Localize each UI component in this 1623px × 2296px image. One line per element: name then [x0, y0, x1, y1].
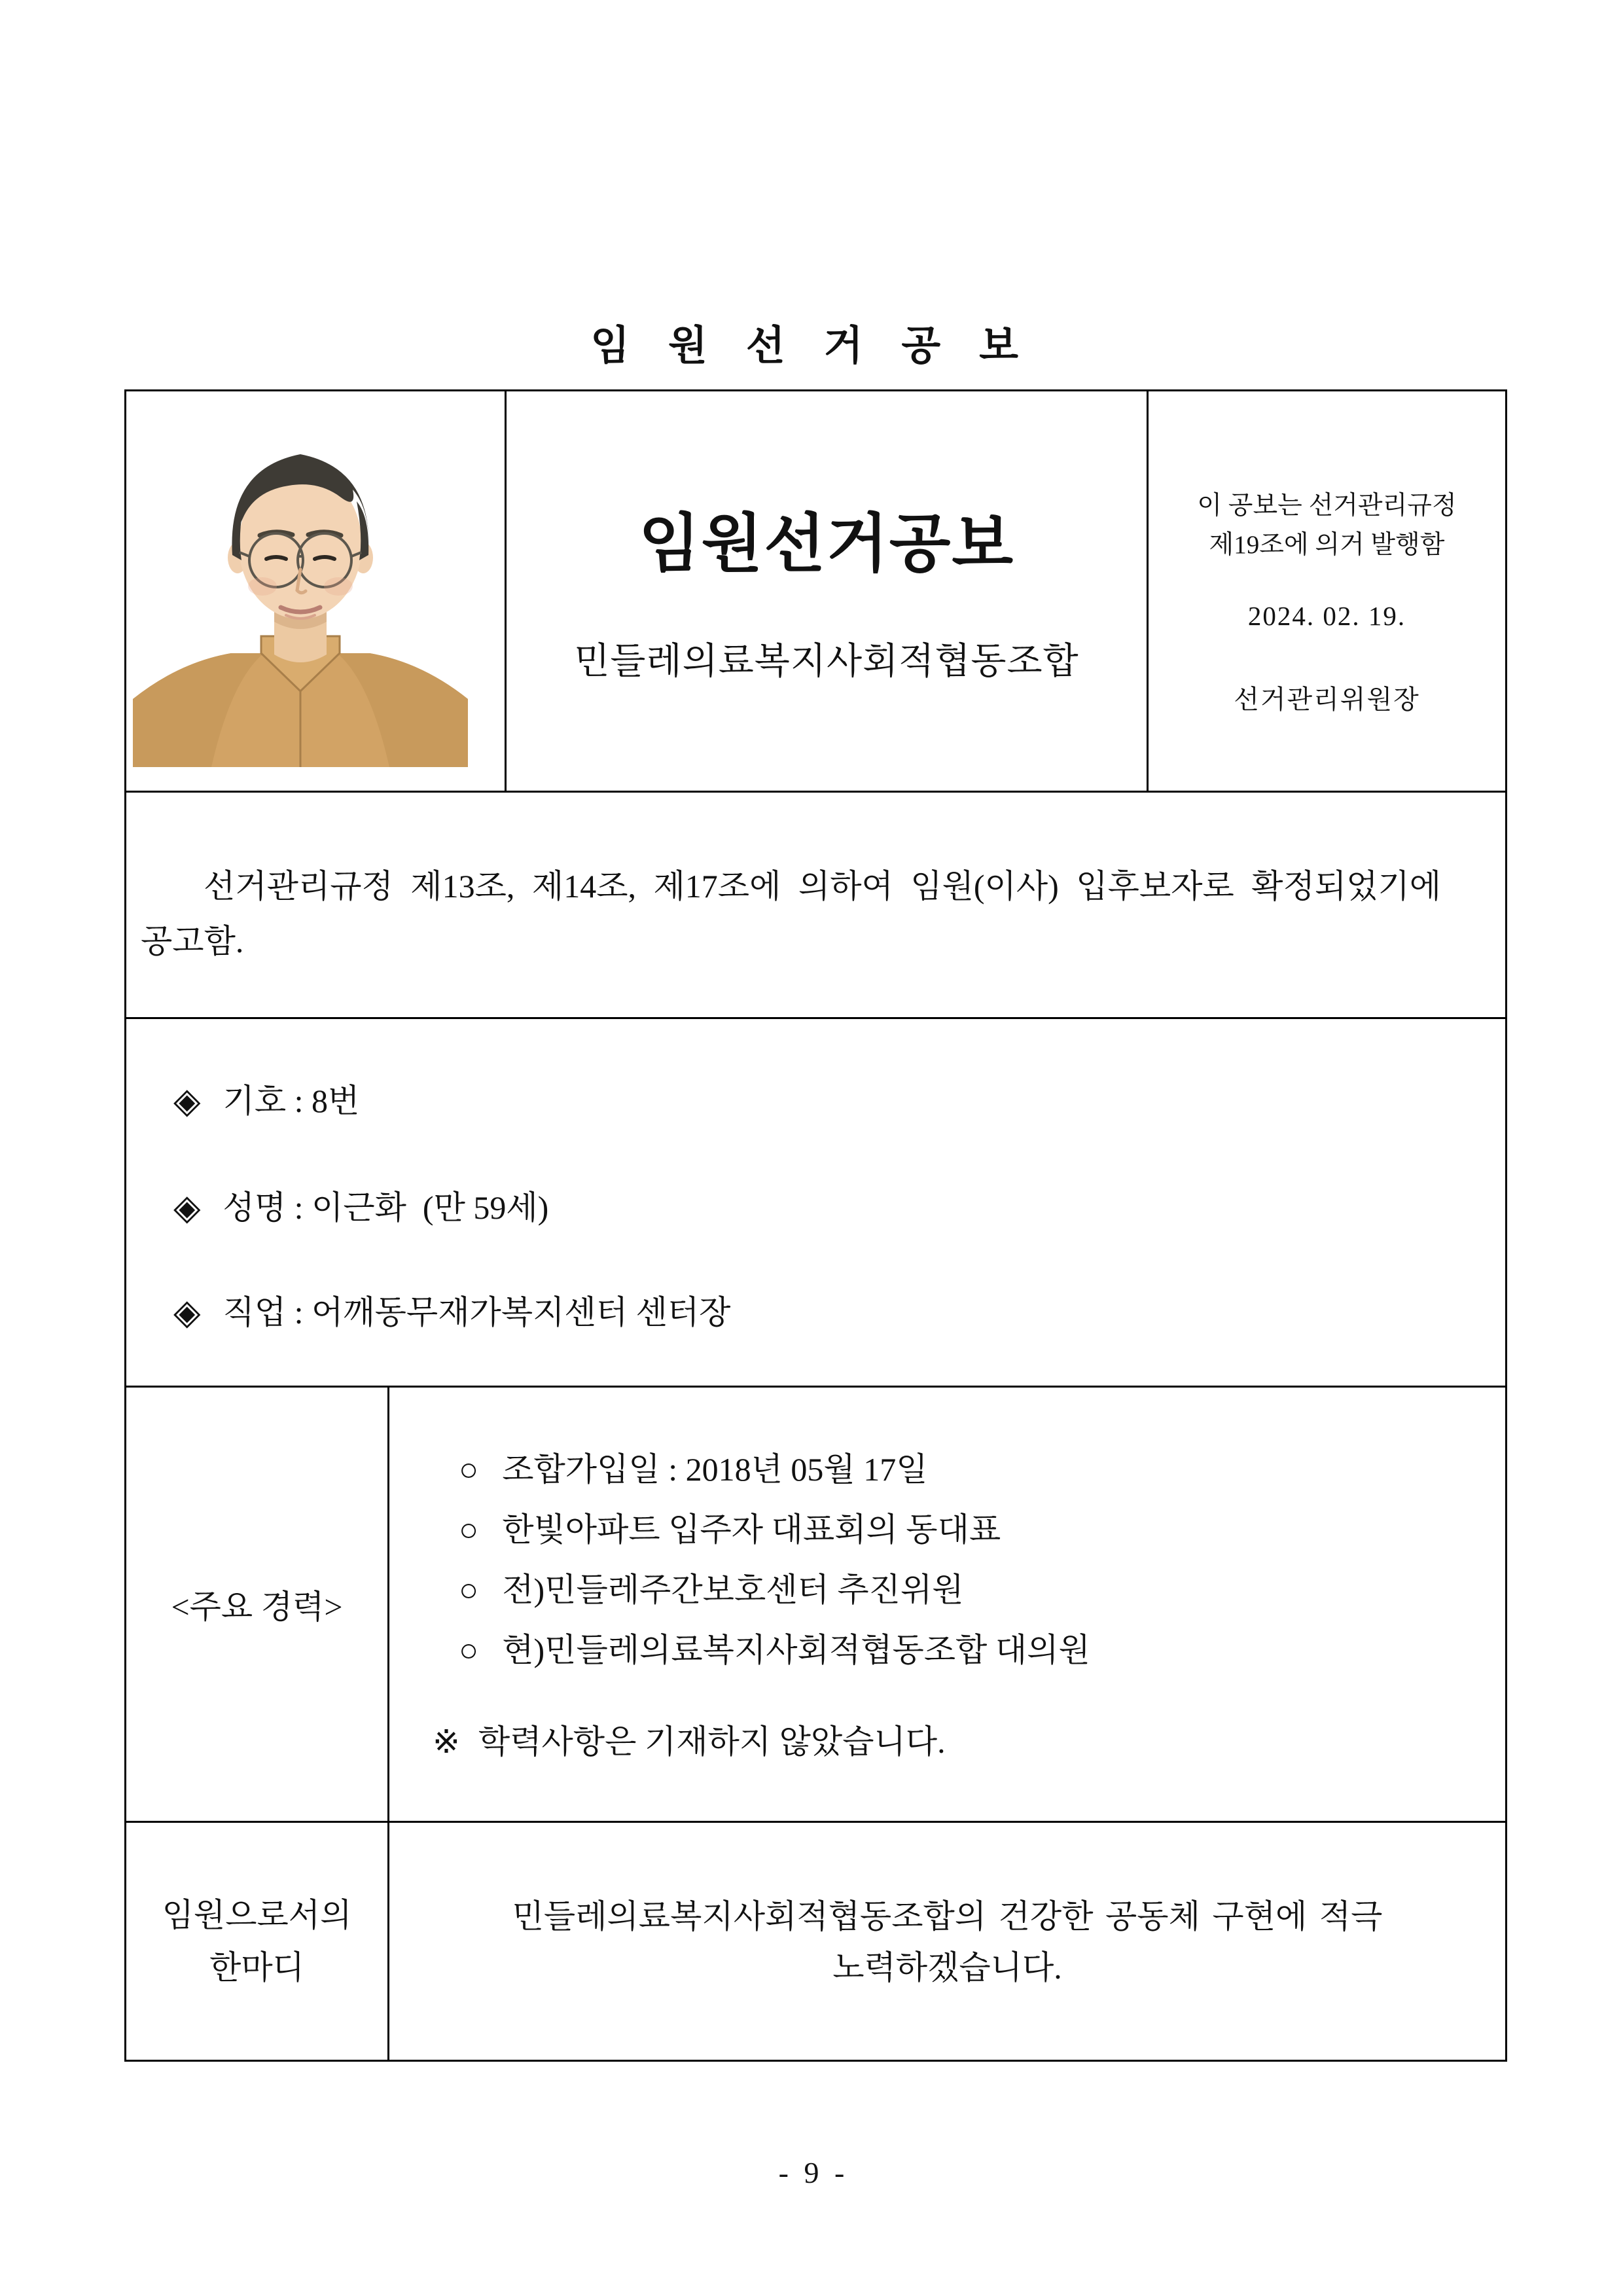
election-notice-table [124, 389, 1507, 2062]
message-label-line1: 임원으로서의 [162, 1897, 352, 1933]
career-row [126, 1388, 1505, 1823]
career-item [459, 1571, 964, 1609]
candidate-job-line [173, 1294, 730, 1331]
career-content-cell [389, 1388, 1505, 1821]
announcement-line1: 선거관리규정 제13조, 제14조, 제17조에 의하여 임원(이사) 입후보자로 확정되었기에 [204, 868, 1442, 905]
career-item [459, 1631, 1090, 1669]
career-item-text: 현)민들레의료복지사회적협동조합 대의원 [502, 1632, 1090, 1668]
circle-bullet-icon: ○ [459, 1571, 479, 1608]
career-item [459, 1450, 928, 1488]
career-section-label: <주요 경력> [171, 1588, 343, 1625]
message-content-cell [389, 1823, 1505, 2060]
header-row [126, 391, 1505, 793]
title-cell [507, 391, 1149, 791]
candidate-number-line [173, 1083, 359, 1119]
reference-mark-icon: ※ [433, 1723, 460, 1760]
diamond-bullet-icon: ◈ [173, 1293, 201, 1332]
issue-note-line1: 이 공보는 선거관리규정 [1197, 492, 1457, 520]
diamond-bullet-icon: ◈ [173, 1081, 201, 1121]
career-item [459, 1511, 1001, 1549]
issue-info-cell [1149, 391, 1505, 791]
announcement-line2: 공고함. [141, 923, 244, 960]
message-line2: 노력하겠습니다. [832, 1949, 1062, 1986]
page-title: 임 원 선 거 공 보 [590, 324, 1033, 368]
candidate-photo [133, 406, 468, 767]
message-line1: 민들레의료복지사회적협동조합의 건강한 공동체 구현에 적극 [512, 1898, 1383, 1935]
main-title: 임원선거공보 [638, 509, 1015, 579]
message-row [126, 1823, 1505, 2060]
candidate-job: 직업 : 어깨동무재가복지센터 센터장 [223, 1294, 731, 1331]
issue-note-line2: 제19조에 의거 발행함 [1209, 531, 1445, 559]
org-name: 민들레의료복지사회적협동조합 [574, 641, 1079, 682]
candidate-info-row [126, 1019, 1505, 1388]
education-note [433, 1723, 946, 1761]
candidate-number: 기호 : 8번 [223, 1083, 360, 1119]
career-item-text: 조합가입일 : 2018년 05월 17일 [502, 1451, 928, 1488]
page-number: - 9 - [778, 2156, 845, 2189]
issuer-title: 선거관리위원장 [1234, 685, 1420, 714]
circle-bullet-icon: ○ [459, 1451, 479, 1488]
announcement-row [126, 793, 1505, 1019]
message-label-cell [126, 1823, 389, 2060]
career-item-text: 전)민들레주간보호센터 추진위원 [502, 1571, 964, 1608]
issue-date: 2024. 02. 19. [1247, 601, 1406, 631]
photo-cell [126, 391, 507, 791]
candidate-name-line [173, 1189, 548, 1226]
circle-bullet-icon: ○ [459, 1632, 479, 1668]
message-label-line2: 한마디 [209, 1949, 304, 1986]
diamond-bullet-icon: ◈ [173, 1188, 201, 1227]
circle-bullet-icon: ○ [459, 1511, 479, 1548]
career-item-text: 한빛아파트 입주자 대표회의 동대표 [502, 1511, 1001, 1548]
candidate-name: 성명 : 이근화 (만 59세) [223, 1189, 549, 1226]
career-label-cell [126, 1388, 389, 1821]
education-note-text: 학력사항은 기재하지 않았습니다. [478, 1723, 946, 1760]
